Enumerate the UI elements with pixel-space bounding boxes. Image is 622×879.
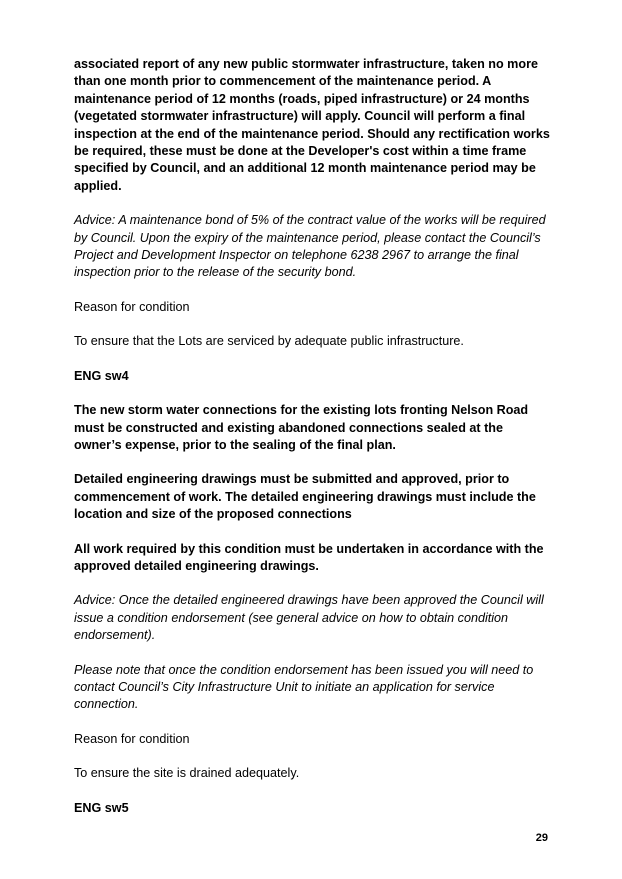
page-number: 29	[535, 832, 548, 844]
storm-water-connections-paragraph: The new storm water connections for the existing lots fronting Nelson Road must be constructed and existing abandoned connections sealed at the owner’s expense, prior to the sealing of the final plan.	[74, 403, 529, 452]
reason-heading: Reason for condition	[74, 299, 190, 314]
work-accordance-paragraph: All work required by this condition must be undertaken in accordance with the approved detailed engineering drawings.	[74, 541, 544, 573]
maintenance-bond-advice: Advice: A maintenance bond of 5% of the contract value of the works will be required by Council. Upon the expiry of the maintenance period, please contact the Council’s Project and Development Inspector on telephone 6238 2967 to arrange the final inspection prior to the release of the security bond.	[74, 213, 546, 280]
service-connection-note: Please note that once the condition endorsement has been issued you will need to contact Council’s City Infrastructure Unit to initiate an application for service connection.	[74, 662, 534, 712]
maintenance-inspection-paragraph: associated report of any new public stormwater infrastructure, taken no more than one month prior to commencement of the maintenance period. A maintenance period of 12 months (roads, piped infrastructure) or 24 months (vegetated stormwater infrastructure) will apply. Council will perform a final inspection at the end of the maintenance period. Should any rectification works be required, these must be done at the Developer's cost within a time frame specified by Council, and an additional 12 month maintenance period may be applied.	[74, 57, 550, 193]
reason-heading: Reason for condition	[74, 731, 190, 746]
document-page	[74, 56, 554, 834]
condition-endorsement-advice: Advice: Once the detailed engineered drawings have been approved the Council will issue a condition endorsement (see general advice on how to obtain condition endorsement).	[74, 593, 544, 643]
condition-heading-eng-sw4: ENG sw4	[74, 368, 129, 383]
reason-text: To ensure that the Lots are serviced by adequate public infrastructure.	[74, 334, 464, 349]
condition-heading-eng-sw5: ENG sw5	[74, 800, 129, 815]
reason-text: To ensure the site is drained adequately.	[74, 766, 300, 781]
engineering-drawings-paragraph: Detailed engineering drawings must be submitted and approved, prior to commencement of work. The detailed engineering drawings must include the location and size of the proposed connections	[74, 472, 536, 522]
